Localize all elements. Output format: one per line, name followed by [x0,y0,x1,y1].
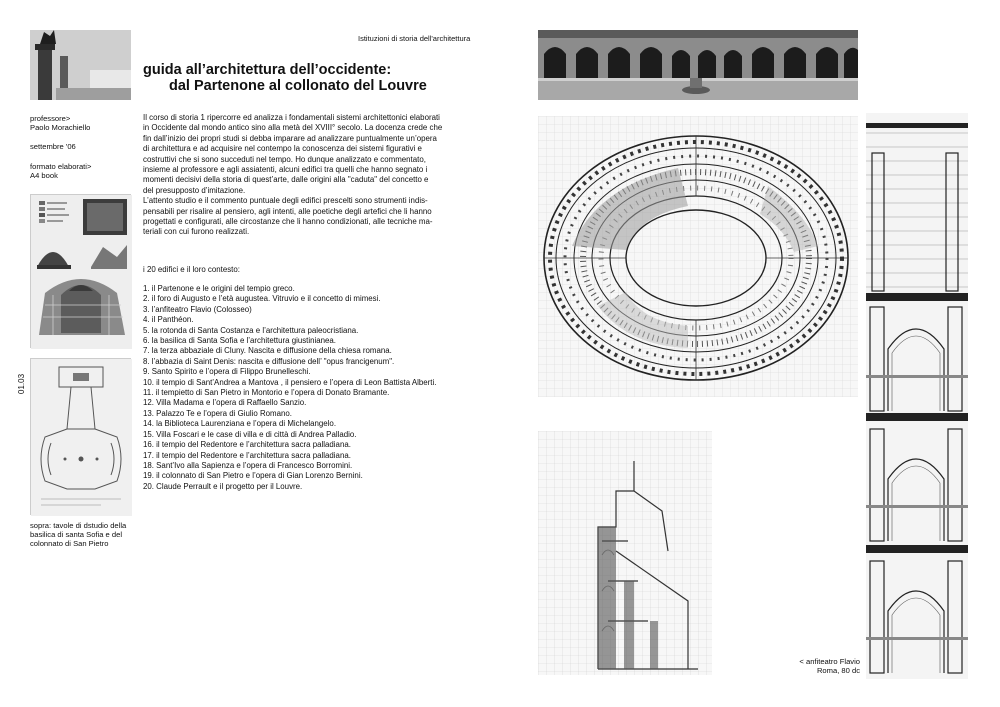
format-label: formato elaborati> [30,161,92,171]
list-item: 7. la terza abbaziale di Cluny. Nascita e diffusione della chiesa romana. [143,346,392,356]
professor-label: professore> [30,114,71,123]
cloister-photo [538,30,858,100]
santa-sofia-board [30,194,131,348]
list-item: 14. la Biblioteca Laurenziana e l’opera di Michelangelo. [143,419,337,429]
list-item: 19. il colonnato di San Pietro e l’opera di Gian Lorenzo Bernini. [143,471,363,481]
list-item: 10. il tempio di Sant’Andrea a Mantova , il pensiero e l’opera di Leon Battista Alberti. [143,377,437,387]
title-line-1: guida all’architettura dell’occidente: [143,62,392,78]
list-item: 12. Villa Madama e l’opera di Raffaello Sanzio. [143,398,307,408]
list-item: 11. il tempietto di San Pietro in Montorio e l’opera di Donato Bramante. [143,388,390,398]
date: settembre '06 [30,142,76,152]
colosseum-plan-drawing [538,116,858,397]
list-item: 15. Villa Foscari e le case di villa e di città di Andrea Palladio. [143,429,357,439]
board-caption: sopra: tavole di dstudio della basilica di santa Sofia e del colonnato di San Pietro [30,521,127,549]
sidebar-meta [30,114,130,180]
column-photo [30,30,131,100]
list-item: 17. il tempio del Redentore e l’architettura sacra palladiana. [143,450,351,460]
list-item: 2. il foro di Augusto e l’età augustea. Vitruvio e il concetto di mimesi. [143,294,381,304]
list-item: 9. Santo Spirito e l’opera di Filippo Brunelleschi. [143,367,311,377]
list-item: 13. Palazzo Te e l’opera di Giulio Romano. [143,408,292,418]
professor-name: Paolo Morachiello [30,123,91,133]
san-pietro-board [30,358,131,515]
title-line-2: dal Partenone al collonato del Louvre [169,78,427,94]
list-item: 20. Claude Perrault e il progetto per il Louvre. [143,481,303,491]
buildings-list [143,284,436,492]
list-heading: i 20 edifici e il loro contesto: [143,265,240,274]
list-item: 1. il Partenone e le origini del tempio greco. [143,284,295,293]
list-item: 18. Sant’Ivo alla Sapienza e l’opera di Francesco Borromini. [143,460,353,470]
list-item: 8. l’abbazia di Saint Denis: nascita e diffusione dell’ "opus francigenum". [143,356,395,366]
format-value: A4 book [30,170,58,180]
colosseum-elevation-drawing [866,113,968,679]
page-title [143,62,427,94]
list-item: 4. il Panthéon. [143,315,194,325]
colosseum-caption: < anfiteatro Flavio Roma, 80 dc [799,657,860,676]
list-item: 6. la basilica di Santa Sofia e l’architettura giustinianea. [143,336,336,346]
list-item: 5. la rotonda di Santa Costanza e l’architettura paleocristiana. [143,325,359,335]
list-item: 16. il tempio del Redentore e l’architettura sacra palladiana. [143,440,351,450]
series-header: Istituzioni di storia dell'architettura [358,34,471,43]
intro-text: Il corso di storia 1 ripercorre ed analizza i fondamentali sistemi architettonici elaborati in Occidente dal mondo antico sino alla metà del XVIII° secolo. La docenza crede che fin dall’inizio dei propri studi si debba imparare ad analizzare puntualmente un’opera di architettura e ad acquisire nel contempo la conoscenza dei sistemi figurativi e costruttivi che si sono succeduti nel tempo. Ho dunque analizzato e commentato, insieme al professore e agli assiatenti, alcuni edifici tra quelli che hanno segnato i momenti decisivi della storia di quest’arte, dalle origini alla "caduta" del concetto e del presupposto d’imitazione. L’attento studio e il commento puntuale degli edifici prescelti sono strumenti indis- pensabili per risalire al pensiero, agli intenti, alle poetiche degli artefici che li hanno progettati e configurati, alle circostanze che li hanno condizionati, alle tecniche ma- teriali con cui furono realizzati. [143,113,443,237]
colosseum-section-drawing [538,431,712,675]
list-item: 3. l’anfiteatro Flavio (Colosseo) [143,304,252,314]
page-number: 01.03 [17,373,26,394]
